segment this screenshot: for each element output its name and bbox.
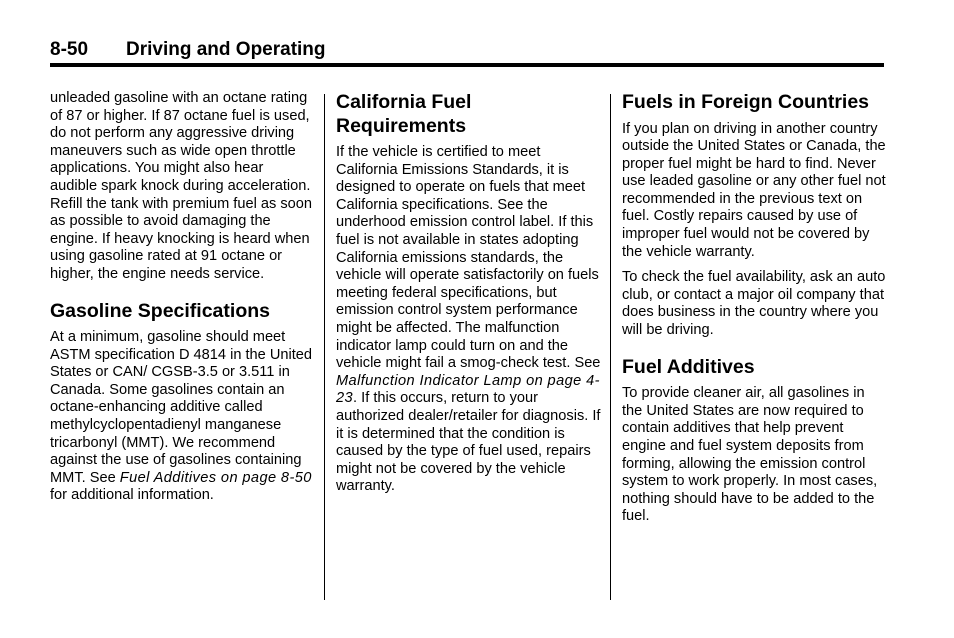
california-fuel-heading: California Fuel Requirements (336, 91, 472, 137)
column-divider-1 (324, 94, 325, 600)
header-rule (50, 63, 884, 67)
gasoline-specifications-paragraph (50, 329, 312, 505)
column-divider-2 (610, 94, 611, 600)
california-text-a: If the vehicle is certified to meet California Emissions Standards, it is designed to operate on fuels that meet California specifications. See the underhood emission control label. If this fuel is not available in states adopting California emissions standards, the vehicle will operate satisfactorily on fuels meeting federal specifications, but emission control system performance might be affected. The malfunction indicator lamp could turn on and the vehicle might fail a smog-check test. See (336, 144, 601, 372)
gasoline-spec-text-a: At a minimum, gasoline should meet ASTM specification D 4814 in the United States or CAN/ CGSB-3.5 or 3.511 in Canada. Some gasolines contain an octane-enhancing additive called methylcyclopentadienyl manganese tricarbonyl (MMT). We recommend against the use of gasolines containing MMT. See (50, 329, 313, 486)
malfunction-lamp-reference-link[interactable]: Malfunction Indicator Lamp on page 4-23 (336, 372, 600, 407)
column-2 (336, 90, 602, 496)
gasoline-spec-text-b: for additional information. (50, 487, 214, 504)
foreign-fuels-paragraph-1: If you plan on driving in another country outside the United States or Canada, the proper fuel might be hard to find. Never use leaded gasoline or any other fuel not recommended in the previous text on fuel. Costly repairs caused by use of improper fuel would not be covered by the vehicle warranty. (622, 120, 886, 260)
fuel-additives-reference-link[interactable]: Fuel Additives on page 8-50 (119, 469, 312, 486)
column-3 (622, 90, 886, 526)
section-title: Driving and Operating (126, 39, 326, 60)
fuel-additives-heading: Fuel Additives (622, 355, 755, 378)
california-text-b: . If this occurs, return to your authorized dealer/retailer for diagnosis. If it is determined that the condition is caused by the type of fuel used, repairs might not be covered by the vehicle warranty. (336, 390, 601, 495)
column-1 (50, 90, 312, 505)
foreign-fuels-heading: Fuels in Foreign Countries (622, 91, 870, 113)
page-header (50, 38, 884, 62)
gasoline-specifications-heading: Gasoline Specifications (50, 299, 270, 322)
fuel-additives-paragraph: To provide cleaner air, all gasolines in the United States are now required to contain additives that help prevent engine and fuel system deposits from forming, allowing the emission control system to work properly. In most cases, nothing should have to be added to the fuel. (622, 385, 878, 525)
continued-paragraph: unleaded gasoline with an octane rating of 87 or higher. If 87 octane fuel is used, do not perform any aggressive driving maneuvers such as wide open throttle applications. You might also hear audible spark knock during acceleration. Refill the tank with premium fuel as soon as possible to avoid damaging the engine. If heavy knocking is heard when using gasoline rated at 91 octane or higher, the engine needs service. (50, 90, 312, 282)
page-number: 8-50 (50, 39, 89, 60)
foreign-fuels-paragraph-2: To check the fuel availability, ask an auto club, or contact a major oil company that does business in the country where you will be driving. (622, 269, 886, 339)
california-fuel-paragraph (336, 144, 602, 496)
